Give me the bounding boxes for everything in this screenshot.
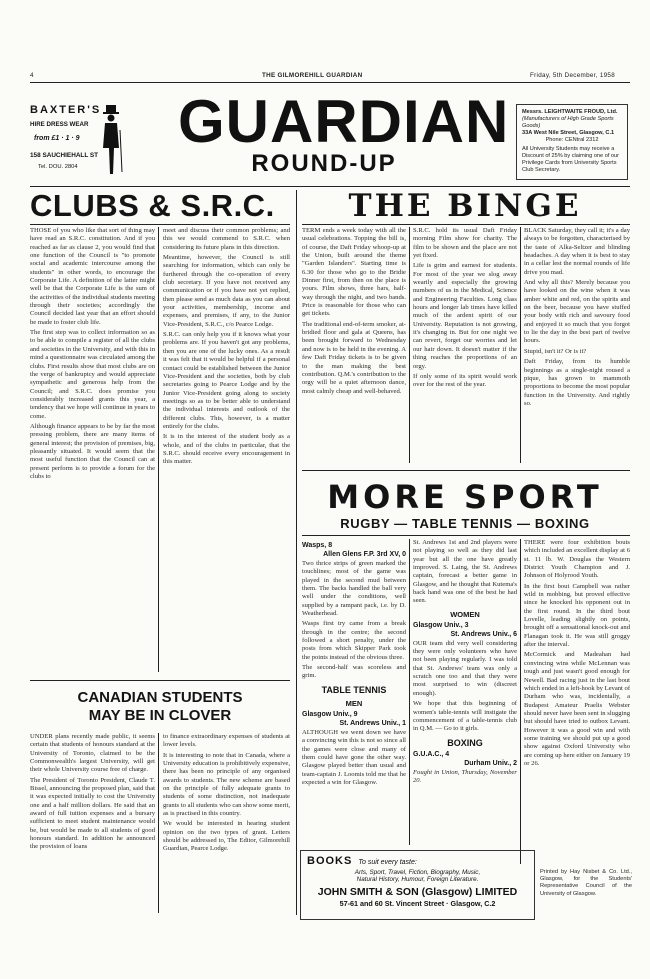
clubs-column-1 (30, 227, 155, 675)
binge-column-1 (302, 227, 406, 463)
canadian-column-2 (163, 733, 290, 915)
result-line: St. Andrews Univ., 1 (339, 719, 406, 727)
binge-rule (302, 224, 630, 225)
binge-column-3 (524, 227, 630, 463)
result-line: G.U.A.C., 4 (413, 750, 450, 758)
baxter-line1: HIRE DRESS WEAR (30, 121, 89, 128)
books-line3: Natural History, Humour, Foreign Literature. (356, 876, 479, 883)
binge-title: THE BINGE (348, 188, 582, 224)
women-heading: WOMEN (450, 609, 480, 619)
masthead-rule (30, 186, 630, 187)
binge-para: BLACK Saturday, they call it; it's a day always to be forgotten, characterised by the taste of Alka-Seltzer and blinding headaches. A day when it is best to stay in a cellar lest the normal rounds of life drive you mad. (524, 227, 630, 276)
canadian-para: UNDER plans recently made public, it seems certain that students of honours standard at the University of Toronto, claimed to be the Commonwealth's largest University, will get their whole University course free of charge. (30, 733, 155, 774)
clubs-para: Meantime, however, the Council is still searching for information, which can only be furthered through the co-operation of every club secretary. If you have not received any communication or if you have not yet replied, then please send as much data as you can about your activities, membership, income and expenses, and premises, if any, to the Junior Vice-President, S.R.C., c/o Pearce Lodge. (163, 254, 290, 328)
table-tennis-heading: TABLE TENNIS (321, 684, 387, 695)
clubs-para: The first step was to collect information so as to be able to compile a register of all the clubs and societies in the University, and with this in mind a questionnaire was circulated among the clubs. First results show that most clubs are on the verge of bankruptcy and would appreciate sympathetic and generous help from the Council; and S.R.C. does promise you considerably increased grants this year, a tendency that we hope will continue in years to come. (30, 329, 155, 420)
binge-para: TERM ends a week today with all the usual celebrations. Topping the bill is, of course, the Daft Friday whoop-up at the Union, built around the theme "Garden Islanders". Starting time is 6.30 for those who go to the Bridie Dinner first, from then on the place is yours. Film shows, three bars, half-way through the night, and two bands. Price is reasonable for those who can get tickets. (302, 227, 406, 318)
froud-line5: All University Students may receive a Discount of 25% by claiming one of our Privilege Cards from University Sports Club Secretary. (522, 146, 620, 173)
sport-para: Wasps first try came from a break through in the centre; the second followed a short penalty, under the posts from which Skipper Park took the points instead of the obvious three. (302, 620, 406, 661)
froud-line2: (Manufacturers of High Grade Sports Goods) (522, 116, 614, 129)
sport-para: In the first bout Campbell was rather wild in mobbing, but proved effective since he knocked his opponent out in the first round. In the third bout Lovelle, leading slightly on points, brought off a sensational knock-out and Flanagan took it. He was still groggy after the interval. (524, 582, 630, 649)
books-title: BOOKS (307, 855, 353, 867)
baxter-address: 158 SAUCHIEHALL ST (30, 152, 99, 159)
men-heading: MEN (345, 698, 363, 708)
column-rule (158, 227, 159, 672)
result-line: Wasps, 8 (302, 542, 333, 549)
sport-column-1 (302, 539, 406, 845)
sport-para: THERE were four exhibition bouts which included an excellent display at 6 st. 11 lb. W. Douglas the Western District Youth Champion and J. Johnson of Holyrood Youth. (524, 539, 630, 580)
sport-para: St. Andrews 1st and 2nd players were not playing so well as they did last year but all the one have greatly improved. S. Laing, the St. Andrews captain, forecast a better game in Glasgow, and he thought that Kutema's back hand was one of the best he had seen. (413, 539, 517, 605)
books-line2: Arts, Sport, Travel, Fiction, Biography, Music, (354, 869, 481, 876)
result-line: Glasgow Univ., 3 (413, 621, 469, 629)
baxter-ad (30, 104, 125, 186)
clubs-column-2 (163, 227, 290, 675)
column-rule (520, 227, 521, 463)
column-rule (296, 190, 297, 915)
binge-para: If only some of its spirit would work over for the rest of the year. (413, 372, 517, 389)
sport-para: We hope that this beginning of women's table-tennis will instigate the commencement of a table-tennis club in Q.M. — Go to it girls. (413, 700, 517, 733)
canadian-para: to finance extraordinary expenses of students at lower levels. (163, 733, 290, 749)
column-rule (409, 539, 410, 845)
sport-para: OUR team did very well considering they were only volunteers who have not been playing regularly. I was told that St. Andrews' team was only a scratch one too and that they were most surprised to win (discreet enough). (413, 639, 517, 697)
canadian-column-1 (30, 733, 155, 915)
page-number: 4 (30, 72, 34, 79)
clubs-para: Although finance appears to be by far the most pressing problem, there are many items of general interest; the provision of premises, big, pleasantly situated. It would seem that the most useful function that the Council can at present perform is to provide a forum for the clubs to (30, 422, 155, 480)
top-hat-figure-icon (98, 104, 124, 176)
binge-para: And why all this? Merely because you have looked on the wine when it was amber white and red, on the spirits and on the beer, because you have stuffed your body with rich and savoury food and enjoyed it so much that you forgot to lie the day in the best part of twelve hours. (524, 279, 630, 345)
froud-line4: Phone: CENtral 2312 (545, 137, 599, 143)
printer-note: Printed by Hay Nisbet & Co. Ltd., Glasgow, for the Students' Representative Council of the University of Glasgow. (540, 869, 632, 897)
paper-name: THE GILMOREHILL GUARDIAN (262, 72, 363, 79)
column-rule (409, 227, 410, 463)
clubs-para: It is in the interest of the student body as a whole, and of the clubs in particular, that the S.R.C. should receive every encouragement in this matter. (163, 433, 290, 466)
froud-line3: 33A West Nile Street, Glasgow, C.1 (522, 130, 615, 136)
binge-para: Daft Friday, from its humble beginnings as a single-night roused a pique, has grown to mammoth proportions to become the most popular function in the University. And rightly so. (524, 358, 630, 407)
issue-date: Friday, 5th December, 1958 (530, 72, 616, 79)
canadian-para: The President of Toronto President, Claude T. Bissel, announcing the proposed plan, said that it was expected initially to cost the University one and a half million dollars. He said that an award of full tuition expenses and a bursary sufficient to meet student maintenance would be, but would be made to all students of good honours standard. In addition he announced the provision of loans (30, 776, 155, 851)
baxter-name: BAXTER'S (30, 104, 102, 116)
sport-column-2 (413, 539, 517, 845)
boxing-note: Fought in Union, Thursday, November 20. (413, 768, 517, 784)
clubs-title: CLUBS & S.R.C. (30, 188, 275, 223)
clubs-para: meet and discuss their common problems; and this we would commend to S.R.C. when considering its future plans in this direction. (163, 227, 290, 251)
froud-ad (516, 104, 628, 180)
binge-column-2 (413, 227, 517, 463)
result-line: St. Andrews Univ., 6 (450, 630, 517, 638)
canadian-para: We would be interested in hearing student opinion on the two types of grant. Letters should be addressed to, The Editor, Gilmorehill Guardian, Pearce Lodge. (163, 820, 290, 853)
canadian-title-line2: MAY BE IN CLOVER (88, 707, 232, 724)
sport-para: ALTHOUGH we went down we have a convincing win this is not so since all the games were close and many of them could have gone the other way. Glasgow played better than usual and team-captain J. Loomis told me that he expected a win for Glasgow. (302, 728, 406, 786)
sport-para: The second-half was scoreless and grim. (302, 664, 406, 680)
sport-para: Two thrice strips of green marked the touchlines; most of the game was played in the second mud between them. The backs handled the ball very well under the conditions, well supplied by a rampant pack, i.e. by D. Weatherhead. (302, 560, 406, 618)
masthead-title: GUARDIAN (178, 88, 510, 155)
canadian-title-line1: CANADIAN STUDENTS (77, 689, 243, 706)
column-rule (520, 539, 521, 864)
clubs-para: S.R.C. can only help you if it knows what your problems are. If you haven't got any problems, then you are one of the lucky ones. As a result it was felt that it would be helpful if a personal contact could be established between the Junior Vice-President and the societies, both by club secretaries going to Pearce Lodge and by the Junior Vice-President going along to society meetings so as to be better able to understand the individual interests and outlook of the different clubs. This, however, is a matter entirely for the clubs. (163, 331, 290, 430)
result-line: Allen Glens F.P. 3rd XV, 0 (323, 551, 406, 558)
baxter-price: from £1 · 1 · 9 (34, 135, 80, 142)
books-tagline: To suit every taste: (358, 859, 417, 866)
books-company: JOHN SMITH & SON (Glasgow) LIMITED (317, 886, 518, 898)
sport-column-3 (524, 539, 630, 864)
header-rule (30, 82, 630, 83)
books-address: 57-61 and 60 St. Vincent Street · Glasgow, C.2 (339, 899, 496, 908)
canadian-rule (30, 680, 290, 681)
result-line: Durham Univ., 2 (464, 759, 517, 767)
books-ad (300, 850, 535, 920)
canadian-para: It is interesting to note that in Canada, where a University education is prohibitively expensive, there has been no principle of any organised awards to students. The new scheme are based on the principle of fully adequate grants to students of some distinction, not inadequate grants to all students who can show some merit, as is practised in this country. (163, 751, 290, 818)
froud-line1: Messrs. LEIGHTWAITE FROUD, Ltd. (522, 109, 618, 115)
clubs-para: THOSE of you who like that sort of thing may have read an S.R.C. constitution. And if you reached as far as clause 2, you would find that one function of the Council is "to promote social and academic intercourse among the students" in other words, to encourage the Corporate Life. A definition of the latter might well be that the Corporate Life is the sum of the activities of the individual students meeting through their societies; accordingly the Council decided last year that an effort should be made to foster club life. (30, 227, 155, 326)
result-line: Glasgow Univ., 9 (302, 710, 358, 718)
masthead-subtitle: ROUND-UP (251, 150, 397, 177)
clubs-rule (30, 224, 290, 225)
canadian-title (30, 689, 290, 725)
sport-para: McCormick and Madeahan had convincing wins while McLennan was tough and just wasn't good enough for Newell. Bad racing just in the last bout which ended in a left-hook by Levant of Durham who was, incidentally, a Budapest Amateur Praelis Webster should never have been sent in slugging but should have tried to outbox Levant. However it was a good win and with some training we should put up a good show against Oxford University who are coming up here either on January 19 or 26. (524, 651, 630, 767)
binge-para: Stupid, isn't it? Or is it? (524, 347, 587, 355)
baxter-phone: Tel. DOU. 2804 (38, 164, 78, 170)
sport-rule (302, 535, 630, 536)
more-sport-title: MORE SPORT (327, 478, 603, 516)
binge-para: S.R.C. hold its usual Daft Friday morning Film show for charity. The film to be shown and the place are not yet fixed. (413, 227, 517, 260)
binge-para: The traditional end-of-term smoker, at-bridied floor and gala at Queens, has been brought forward to Wednesday and now is to be held in the evening. A few Daft Friday tickets is to be given to the man making the best contribution. Q.M.'s contribution to the orgy will be a quiet afternoon dance, most calmly cheap and well-behaved. (302, 320, 406, 395)
more-sport-subtitle: RUGBY — TABLE TENNIS — BOXING (340, 516, 590, 531)
column-rule (158, 733, 159, 913)
boxing-heading: BOXING (447, 737, 483, 748)
binge-bottom-rule (302, 470, 630, 471)
binge-para: Life is grim and earnest for students. For most of the year we slog away wearily and especially the growing numbers of us in the Medical, Science and Engineering Faculties. Long class hours and longer lab times have killed much of the ardent spirit of our University. Reputation is not growing, it's changing in. But for one night we can revert, forget our worries and let our hair down. It doesn't matter if the thing reaches the proportions of an orgy. (413, 262, 517, 370)
